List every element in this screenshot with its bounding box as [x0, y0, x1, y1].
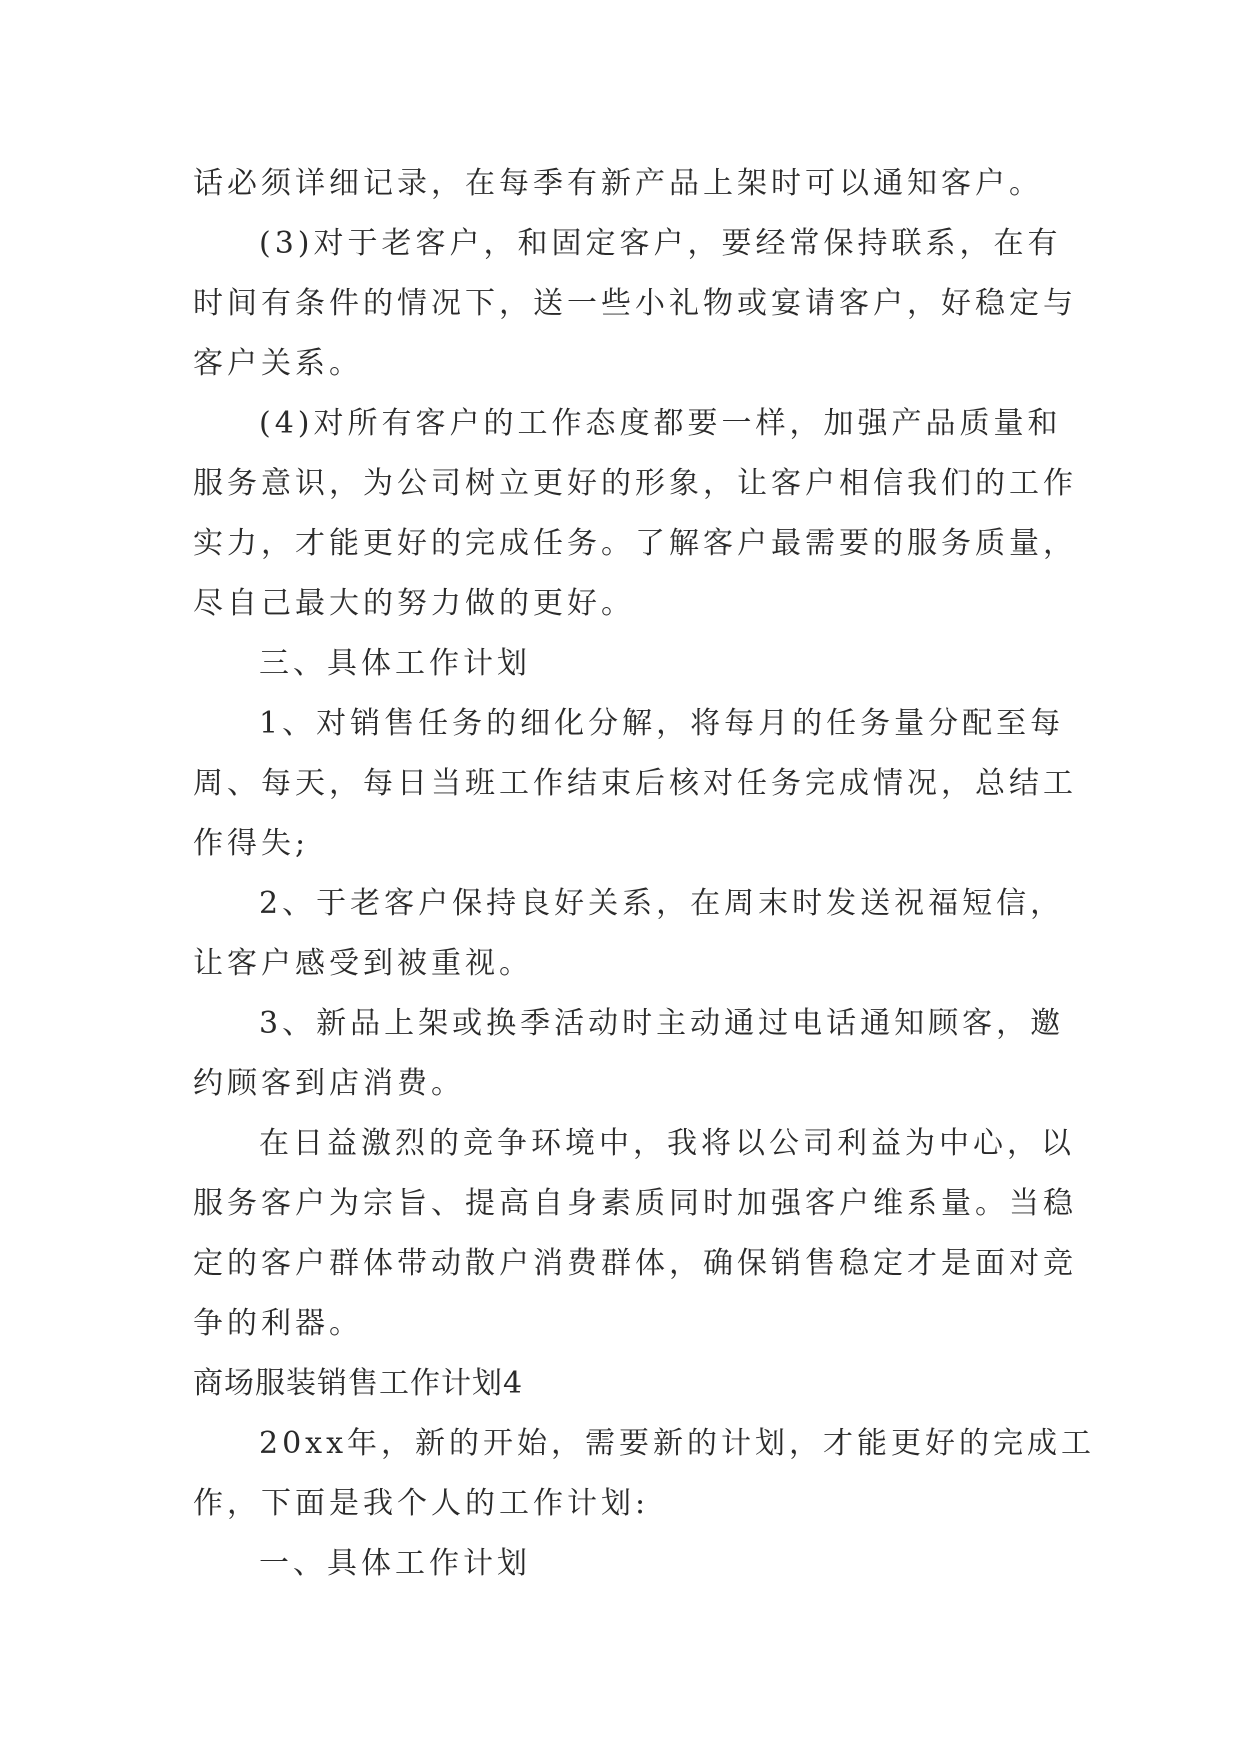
text-line: 约顾客到店消费。	[193, 1066, 465, 1101]
text-line: 1、对销售任务的细化分解，将每月的任务量分配至每	[259, 706, 1065, 741]
text-line: 服务客户为宗旨、提高自身素质同时加强客户维系量。当稳	[193, 1186, 1077, 1221]
text-line: 让客户感受到被重视。	[193, 946, 533, 981]
text-line: 20xx年，新的开始，需要新的计划，才能更好的完成工	[259, 1426, 1096, 1461]
text-line: (3)对于老客户，和固定客户，要经常保持联系，在有	[259, 226, 1062, 261]
text-line: 实力，才能更好的完成任务。了解客户最需要的服务质量，	[193, 526, 1077, 561]
text-line: (4)对所有客户的工作态度都要一样，加强产品质量和	[259, 406, 1062, 441]
section-heading: 一、具体工作计划	[259, 1546, 531, 1581]
text-line: 争的利器。	[193, 1306, 363, 1341]
text-line: 时间有条件的情况下，送一些小礼物或宴请客户，好稳定与	[193, 286, 1077, 321]
section-heading: 三、具体工作计划	[259, 646, 531, 681]
text-line: 尽自己最大的努力做的更好。	[193, 586, 635, 621]
document-body	[193, 154, 1096, 1594]
text-line: 周、每天，每日当班工作结束后核对任务完成情况，总结工	[193, 766, 1077, 801]
text-line: 服务意识，为公司树立更好的形象，让客户相信我们的工作	[193, 466, 1077, 501]
document-title: 商场服装销售工作计划4	[193, 1366, 524, 1401]
text-line: 话必须详细记录，在每季有新产品上架时可以通知客户。	[193, 166, 1043, 201]
text-line: 作，下面是我个人的工作计划:	[193, 1486, 650, 1521]
text-line: 定的客户群体带动散户消费群体，确保销售稳定才是面对竞	[193, 1246, 1077, 1281]
text-line: 2、于老客户保持良好关系，在周末时发送祝福短信，	[259, 886, 1065, 921]
text-line: 作得失;	[193, 826, 310, 861]
text-line: 在日益激烈的竞争环境中，我将以公司利益为中心，以	[259, 1126, 1075, 1161]
text-line: 客户关系。	[193, 346, 363, 381]
text-line: 3、新品上架或换季活动时主动通过电话通知顾客，邀	[259, 1006, 1065, 1041]
